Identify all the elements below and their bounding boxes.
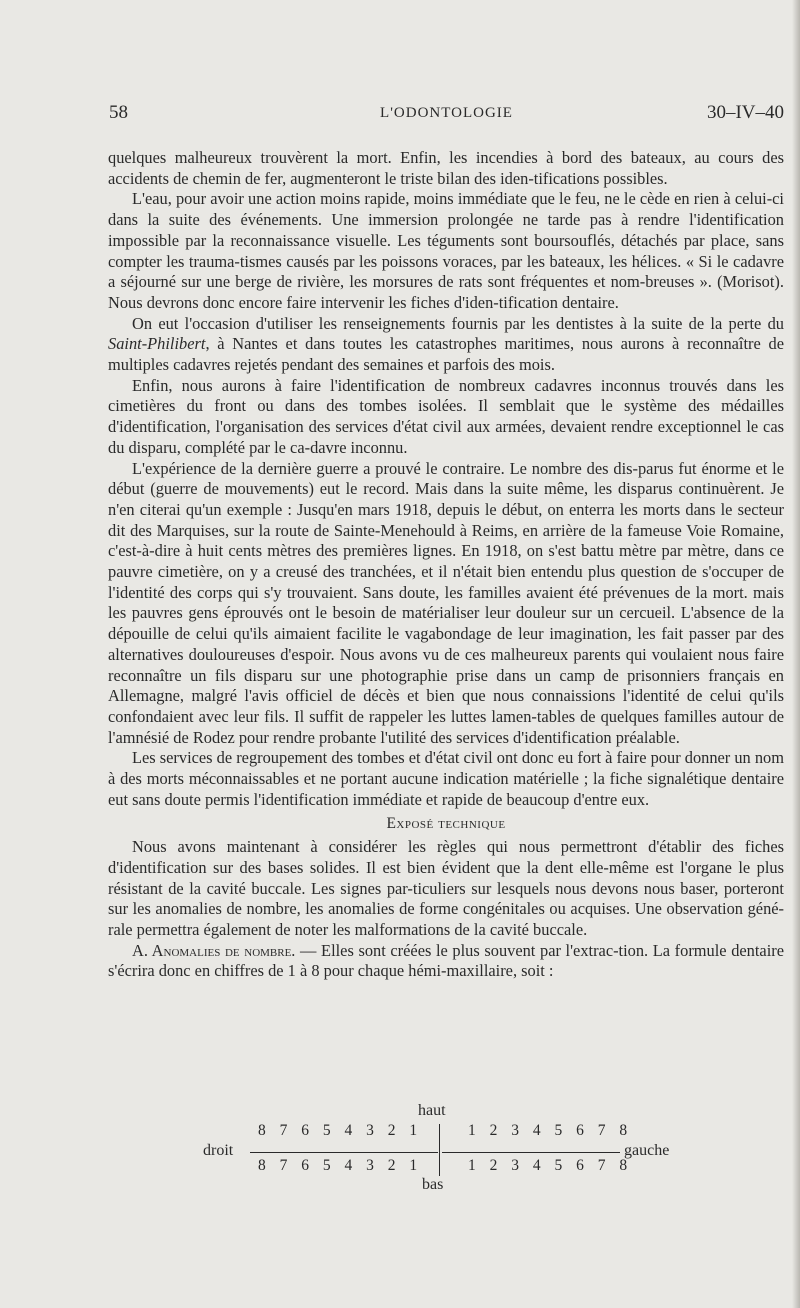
paragraph-5: L'expérience de la dernière guerre a prouvé le contraire. Le nombre des dis-parus fut énorme et le début (guerre de mouvements) eut le record. Mais dans la suite même, les disparus continuèrent. Je n'en citerai qu'un exemple : Jusqu'en mars 1918, depuis le début, on enterra les morts dans le secteur dit des Marquises, sur la route de Sainte-Menehould à Reims, en arrière de la fameuse Voie Romaine, c'est-à-dire à huit cents mètres des premières lignes. En 1918, on s'est battu mètre par mètre, dans ce pauvre cimetière, on y a creusé des tranchées, et il n'était bien entendu plus question de s'occuper de l'identité des corps qui s'y trouvaient. Sans doute, les familles avaient été prévenues de la mort. mais les pauvres gens éprouvés ont le besoin de matérialiser leur douleur sur un cercueil. L'absence de la dépouille de celui qu'ils aimaient facilite le vagabondage de leur imagination, les fait passer par des alternatives douloureuses d'espoir. Nous avons vu de ces malheureux parents qui voulaient nous faire reconnaître un fils disparu sur une photographie prise dans un camp de prisonniers français en Allemagne, malgré l'avis officiel de décès et bien que nous connaissions l'identité de celui qu'ils confondaient avec leur fils. Il suffit de rappeler les luttes lamen-tables de quelques familles autour de l'amnésié de Rodez pour rendre probante l'utilité des services d'identification préalable. xyxy=(108,458,784,747)
formula-left-label: droit xyxy=(203,1142,234,1159)
paragraph-3 xyxy=(108,314,784,376)
upper-right-digits: 8 7 6 5 4 3 2 1 xyxy=(258,1122,423,1139)
paragraph-2: L'eau, pour avoir une action moins rapide, moins immédiate que le feu, ne le cède en rien à celui-ci dans la suite des événements. Une immersion prolongée ne tarde pas à rendre l'identification impossible par la reconnaissance visuelle. Les téguments sont boursouflés, détachés par place, sans compter les trauma-tismes causés par les poissons voraces, par les bateaux, les hélices. « Si le cadavre a séjourné sur une berge de rivière, les morsures de rats sont fréquentes et nom-breuses ». (Morisot). Nous devrons donc encore faire intervenir les fiches d'iden-tification dentaire. xyxy=(108,189,784,312)
subsection-text: — Elles sont créées le plus souvent par l'extrac-tion. La formule dentaire s'écrira donc en chiffres de 1 à 8 pour chaque hémi-maxillaire, soit : xyxy=(108,940,784,981)
subsection-title: A. Anomalies de nombre. xyxy=(132,940,296,960)
upper-left-digits: 1 2 3 4 5 6 7 8 xyxy=(468,1122,633,1139)
lower-right-digits: 8 7 6 5 4 3 2 1 xyxy=(258,1157,423,1174)
dental-formula xyxy=(108,1102,784,1192)
subsection-paragraph xyxy=(108,941,784,982)
section-title: Exposé technique xyxy=(386,814,506,832)
vertical-line xyxy=(439,1124,440,1176)
formula-bottom-label: bas xyxy=(422,1176,444,1193)
formula-top-label: haut xyxy=(418,1102,446,1119)
formula-right-label: gauche xyxy=(624,1142,670,1159)
paragraph-1: quelques malheureux trouvèrent la mort. Enfin, les incendies à bord des bateaux, au cours des accidents de chemin de fer, augmenteront le triste bilan des iden-tifications possibles. xyxy=(108,148,784,188)
paragraph-6: Les services de regroupement des tombes et d'état civil ont donc eu fort à faire pour donner un nom à des morts méconnaissables et ne portant aucune indication matérielle ; la fiche signalétique dentaire eut sans doute permis l'identification immédiate et rapide de beaucoup d'entre eux. xyxy=(108,748,784,809)
issue-date: 30–IV–40 xyxy=(706,102,784,123)
horizontal-line-left xyxy=(442,1152,620,1153)
lower-left-digits: 1 2 3 4 5 6 7 8 xyxy=(468,1157,633,1174)
ship-name: Saint-Philibert xyxy=(108,334,206,354)
paragraph-3-end: , à Nantes et dans toutes les catastrophes maritimes, nous aurons à reconnaître de multiples cadavres rejetés pendant des semaines et parfois des mois. xyxy=(108,334,784,375)
body-text xyxy=(108,148,784,982)
page-edge xyxy=(792,0,800,1308)
paragraph-3-start: On eut l'occasion d'utiliser les renseignements fournis par les dentistes à la suite de la perte du xyxy=(132,313,784,333)
paragraph-4: Enfin, nous aurons à faire l'identification de nombreux cadavres inconnus trouvés dans les cimetières du front ou dans des tombes isolées. Il semblait que le système des médailles d'identification, l'organisation des services d'état civil aux armées, devaient rendre exceptionnel le cas du disparu, complété par le ca-davre inconnu. xyxy=(108,375,784,457)
page-header xyxy=(109,102,784,132)
page-number: 58 xyxy=(109,102,128,123)
section-paragraph: Nous avons maintenant à considérer les règles qui nous permettront d'établir des fiches d'identification sur des bases solides. Il est bien évident que la dent elle-même est l'organe le plus résistant de la cavité buccale. Les signes par-ticuliers sur lesquels nous devons nous baser, porteront sur les anomalies de nombre, les anomalies de forme congénitales ou acquises. Une observation géné-rale permettra également de noter les malformations de la cavité buccale. xyxy=(108,837,784,940)
journal-title: L'ODONTOLOGIE xyxy=(380,105,513,121)
horizontal-line-right xyxy=(250,1152,438,1153)
